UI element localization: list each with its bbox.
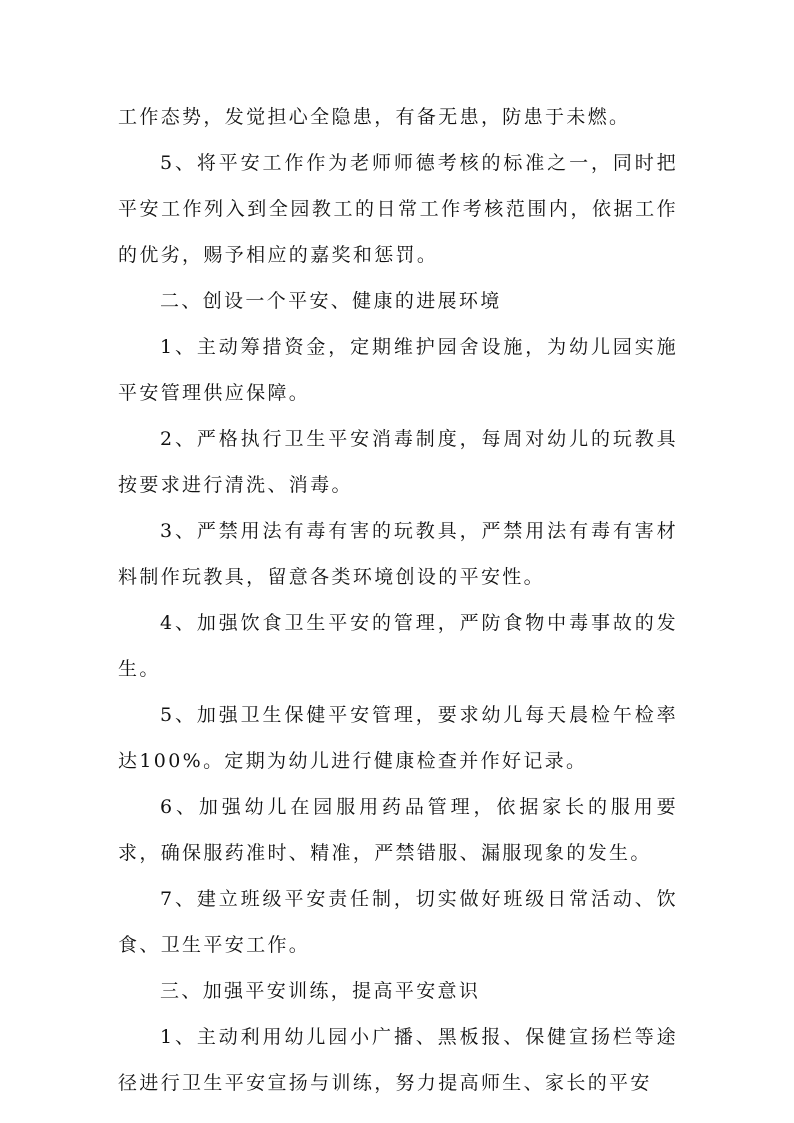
section-heading-2: 二、创设一个平安、健康的进展环境 xyxy=(160,290,502,312)
section-heading-3: 三、加强平安训练，提高平安意识 xyxy=(160,980,481,1002)
paragraph-item-1-funding: 1、主动筹措资金，定期维护园舍设施，为幼儿园实施平安管理供应保障。 xyxy=(118,336,678,404)
paragraph-item-6-medicine: 6、加强幼儿在园服用药品管理，依据家长的服用要求，确保服药准时、精准，严禁错服、漏服现象的发生。 xyxy=(118,796,678,864)
paragraph-item-7-class-responsibility: 7、建立班级平安责任制，切实做好班级日常活动、饮食、卫生平安工作。 xyxy=(118,888,678,956)
paragraph-item-1-publicity: 1、主动利用幼儿园小广播、黑板报、保健宣扬栏等途径进行卫生平安宣扬与训练，努力提高师生、家长的平安 xyxy=(118,1026,678,1094)
paragraph-item-5-health-care: 5、加强卫生保健平安管理，要求幼儿每天晨检午检率达100%。定期为幼儿进行健康检查并作好记录。 xyxy=(118,704,678,772)
paragraph-item-4-food-safety: 4、加强饮食卫生平安的管理，严防食物中毒事故的发生。 xyxy=(118,612,678,680)
paragraph-continuation: 工作态势，发觉担心全隐患，有备无患，防患于未燃。 xyxy=(118,106,631,128)
paragraph-item-3-toys: 3、严禁用法有毒有害的玩教具，严禁用法有毒有害材料制作玩教具，留意各类环境创设的平安性。 xyxy=(118,520,678,588)
paragraph-item-5-teacher-assessment: 5、将平安工作作为老师师德考核的标准之一，同时把平安工作列入到全园教工的日常工作考核范围内，依据工作的优劣，赐予相应的嘉奖和惩罚。 xyxy=(118,152,678,266)
document-body xyxy=(118,94,678,1106)
paragraph-item-2-disinfection: 2、严格执行卫生平安消毒制度，每周对幼儿的玩教具按要求进行清洗、消毒。 xyxy=(118,428,678,496)
